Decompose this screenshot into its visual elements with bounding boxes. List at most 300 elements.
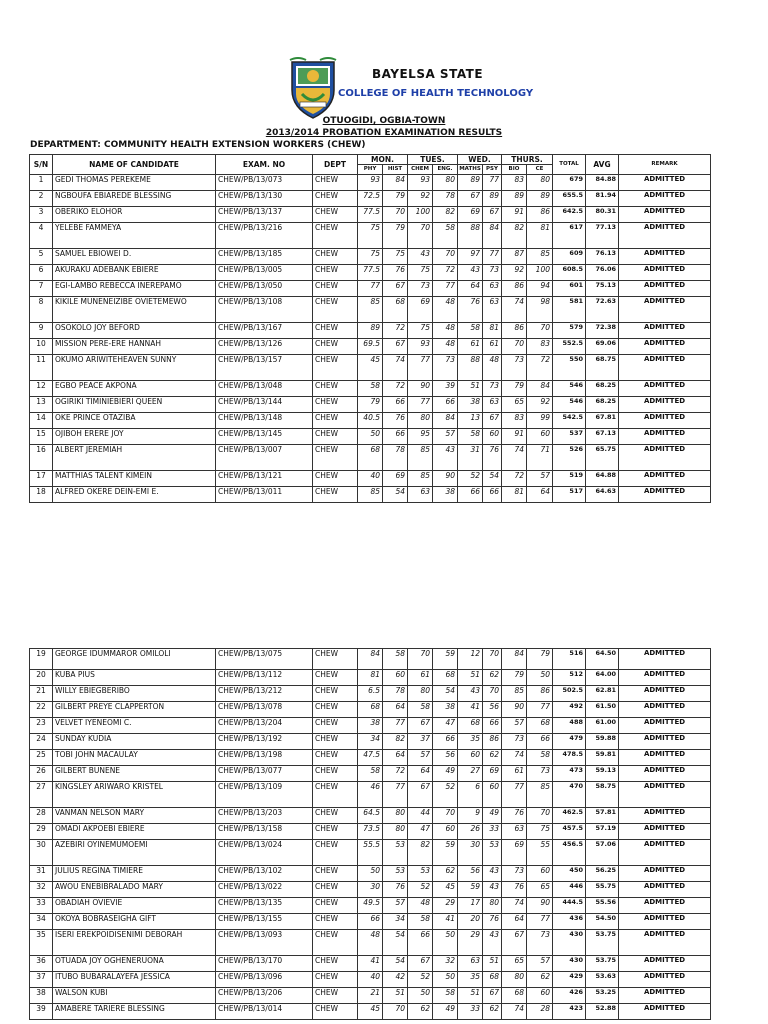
score-cell: 77.5 [358,207,383,223]
score-cell: 86 [502,281,527,297]
score-cell: 81 [527,223,553,249]
score-cell: 40 [358,972,383,988]
name-cell: OBERIKO ELOHOR [53,207,216,223]
score-cell: 30 [358,882,383,898]
score-cell: 58 [458,323,483,339]
exam-no-cell: CHEW/PB/13/203 [216,808,313,824]
score-cell: 74 [502,297,527,323]
score-cell: 43 [458,686,483,702]
sn-cell: 39 [30,1004,53,1020]
score-cell: 66 [383,397,408,413]
score-cell: 88 [458,355,483,381]
score-cell: 82 [383,734,408,750]
score-cell: 67 [383,339,408,355]
score-cell: 78 [383,445,408,471]
header-name: NAME OF CANDIDATE [53,155,216,175]
total-cell: 462.5 [553,808,586,824]
document-header [0,0,768,155]
remark-cell: ADMITTED [619,824,711,840]
remark-cell: ADMITTED [619,1004,711,1020]
dept-cell: CHEW [313,207,358,223]
score-cell: 51 [458,381,483,397]
exam-no-cell: CHEW/PB/13/198 [216,750,313,766]
score-cell: 43 [483,882,502,898]
score-cell: 43 [408,249,433,265]
remark-cell: ADMITTED [619,750,711,766]
sn-cell: 28 [30,808,53,824]
score-cell: 93 [358,175,383,191]
score-cell: 51 [458,988,483,1004]
avg-cell: 59.88 [586,734,619,750]
score-cell: 70 [527,808,553,824]
score-cell: 77 [502,782,527,808]
score-cell: 50 [358,866,383,882]
remark-cell: ADMITTED [619,866,711,882]
score-cell: 35 [458,972,483,988]
name-cell: JULIUS REGINA TIMIERE [53,866,216,882]
results-table-page2 [29,648,711,1020]
score-cell: 78 [433,191,458,207]
name-cell: NGBOUFA EBIAREDE BLESSING [53,191,216,207]
total-cell: 679 [553,175,586,191]
score-cell: 86 [502,323,527,339]
score-cell: 33 [483,824,502,840]
table-row [30,249,711,265]
score-cell: 40 [358,471,383,487]
avg-cell: 62.81 [586,686,619,702]
sn-cell: 33 [30,898,53,914]
total-cell: 473 [553,766,586,782]
score-cell: 17 [458,898,483,914]
score-cell: 81 [358,670,383,686]
score-cell: 64 [527,487,553,503]
score-cell: 73 [483,265,502,281]
exam-no-cell: CHEW/PB/13/126 [216,339,313,355]
score-cell: 75 [358,223,383,249]
total-cell: 479 [553,734,586,750]
header-day: THURS. [502,155,553,165]
sn-cell: 3 [30,207,53,223]
remark-cell: ADMITTED [619,397,711,413]
dept-cell: CHEW [313,355,358,381]
name-cell: AWOU ENEBIBRALADO MARY [53,882,216,898]
score-cell: 28 [527,1004,553,1020]
remark-cell: ADMITTED [619,782,711,808]
total-cell: 457.5 [553,824,586,840]
score-cell: 73 [483,381,502,397]
exam-no-cell: CHEW/PB/13/024 [216,840,313,866]
avg-cell: 64.00 [586,670,619,686]
sn-cell: 36 [30,956,53,972]
score-cell: 43 [483,930,502,956]
table-row [30,413,711,429]
score-cell: 56 [458,866,483,882]
score-cell: 72 [527,355,553,381]
score-cell: 63 [502,824,527,840]
table-row [30,281,711,297]
score-cell: 66 [383,429,408,445]
header-subject: PSY [483,165,502,175]
score-cell: 58 [408,702,433,718]
name-cell: OKE PRINCE OTAZIBA [53,413,216,429]
score-cell: 85 [408,445,433,471]
remark-cell: ADMITTED [619,297,711,323]
score-cell: 75 [527,824,553,840]
college-name: COLLEGE OF HEALTH TECHNOLOGY [338,88,534,99]
exam-no-cell: CHEW/PB/13/192 [216,734,313,750]
score-cell: 21 [358,988,383,1004]
score-cell: 39 [433,381,458,397]
score-cell: 48 [433,297,458,323]
dept-cell: CHEW [313,898,358,914]
dept-cell: CHEW [313,808,358,824]
remark-cell: ADMITTED [619,988,711,1004]
dept-cell: CHEW [313,750,358,766]
score-cell: 68 [527,718,553,734]
score-cell: 63 [483,397,502,413]
total-cell: 430 [553,956,586,972]
score-cell: 79 [527,649,553,670]
score-cell: 57 [383,898,408,914]
score-cell: 68 [458,718,483,734]
table-row [30,207,711,223]
avg-cell: 53.25 [586,988,619,1004]
dept-cell: CHEW [313,281,358,297]
score-cell: 70 [483,686,502,702]
header-exam-no: EXAM. NO [216,155,313,175]
score-cell: 67 [408,956,433,972]
score-cell: 77 [483,175,502,191]
sn-cell: 22 [30,702,53,718]
sn-cell: 18 [30,487,53,503]
exam-no-cell: CHEW/PB/13/206 [216,988,313,1004]
score-cell: 54 [433,686,458,702]
exam-no-cell: CHEW/PB/13/137 [216,207,313,223]
score-cell: 60 [483,782,502,808]
avg-cell: 55.75 [586,882,619,898]
score-cell: 51 [483,956,502,972]
total-cell: 516 [553,649,586,670]
score-cell: 48 [358,930,383,956]
name-cell: OSOKOLO JOY BEFORD [53,323,216,339]
score-cell: 75 [408,265,433,281]
avg-cell: 68.25 [586,397,619,413]
score-cell: 42 [383,972,408,988]
exam-no-cell: CHEW/PB/13/155 [216,914,313,930]
score-cell: 85 [358,297,383,323]
score-cell: 58 [433,988,458,1004]
score-cell: 54 [383,487,408,503]
score-cell: 80 [408,413,433,429]
name-cell: MATTHIAS TALENT KIMEIN [53,471,216,487]
avg-cell: 53.75 [586,956,619,972]
avg-cell: 53.63 [586,972,619,988]
score-cell: 89 [483,191,502,207]
exam-no-cell: CHEW/PB/13/167 [216,323,313,339]
name-cell: SAMUEL EBIOWEI D. [53,249,216,265]
dept-cell: CHEW [313,882,358,898]
score-cell: 85 [408,471,433,487]
score-cell: 60 [527,866,553,882]
remark-cell: ADMITTED [619,766,711,782]
table-row [30,808,711,824]
score-cell: 84 [527,381,553,397]
dept-cell: CHEW [313,840,358,866]
total-cell: 426 [553,988,586,1004]
avg-cell: 69.06 [586,339,619,355]
avg-cell: 64.50 [586,649,619,670]
score-cell: 67 [383,281,408,297]
score-cell: 13 [458,413,483,429]
table-row [30,670,711,686]
remark-cell: ADMITTED [619,718,711,734]
score-cell: 48 [408,898,433,914]
score-cell: 50 [527,670,553,686]
total-cell: 617 [553,223,586,249]
score-cell: 92 [527,397,553,413]
score-cell: 83 [502,413,527,429]
table-row [30,223,711,249]
total-cell: 450 [553,866,586,882]
dept-cell: CHEW [313,702,358,718]
score-cell: 51 [383,988,408,1004]
sn-cell: 7 [30,281,53,297]
score-cell: 82 [502,223,527,249]
table-row [30,471,711,487]
score-cell: 77 [527,702,553,718]
avg-cell: 57.81 [586,808,619,824]
score-cell: 76 [458,297,483,323]
score-cell: 64 [383,702,408,718]
score-cell: 83 [527,339,553,355]
table-row [30,930,711,956]
score-cell: 61 [483,339,502,355]
total-cell: 546 [553,381,586,397]
score-cell: 65 [502,956,527,972]
score-cell: 73.5 [358,824,383,840]
score-cell: 61 [458,339,483,355]
total-cell: 488 [553,718,586,734]
score-cell: 89 [527,191,553,207]
avg-cell: 56.25 [586,866,619,882]
table-row [30,734,711,750]
score-cell: 70 [383,207,408,223]
score-cell: 86 [527,686,553,702]
sn-cell: 32 [30,882,53,898]
avg-cell: 59.13 [586,766,619,782]
score-cell: 68 [358,702,383,718]
score-cell: 64 [502,914,527,930]
score-cell: 65 [502,397,527,413]
score-cell: 64 [458,281,483,297]
dept-cell: CHEW [313,782,358,808]
score-cell: 57 [502,718,527,734]
total-cell: 609 [553,249,586,265]
score-cell: 67 [408,782,433,808]
table-row [30,972,711,988]
total-cell: 446 [553,882,586,898]
exam-no-cell: CHEW/PB/13/185 [216,249,313,265]
header-subject: MATHS [458,165,483,175]
score-cell: 72 [383,766,408,782]
name-cell: KINGSLEY ARIWARO KRISTEL [53,782,216,808]
score-cell: 69.5 [358,339,383,355]
state-name: BAYELSA STATE [372,67,484,81]
remark-cell: ADMITTED [619,471,711,487]
score-cell: 77 [433,281,458,297]
total-cell: 542.5 [553,413,586,429]
score-cell: 90 [502,702,527,718]
avg-cell: 61.00 [586,718,619,734]
table-row [30,956,711,972]
name-cell: OKOYA BOBRASEIGHA GIFT [53,914,216,930]
table-row [30,175,711,191]
exam-no-cell: CHEW/PB/13/007 [216,445,313,471]
score-cell: 89 [502,191,527,207]
score-cell: 73 [502,866,527,882]
dept-cell: CHEW [313,381,358,397]
avg-cell: 65.75 [586,445,619,471]
table-row [30,191,711,207]
score-cell: 74 [502,750,527,766]
score-cell: 80 [502,972,527,988]
score-cell: 68 [502,988,527,1004]
score-cell: 62 [483,750,502,766]
table-row [30,339,711,355]
score-cell: 54 [483,471,502,487]
table-row [30,445,711,471]
remark-cell: ADMITTED [619,281,711,297]
table-row [30,824,711,840]
score-cell: 52 [408,972,433,988]
score-cell: 60 [383,670,408,686]
score-cell: 70 [433,249,458,265]
college-location: OTUOGIDI, OGBIA-TOWN [322,116,446,126]
score-cell: 87 [502,249,527,265]
score-cell: 62 [483,1004,502,1020]
score-cell: 78 [383,686,408,702]
exam-no-cell: CHEW/PB/13/158 [216,824,313,840]
avg-cell: 57.19 [586,824,619,840]
score-cell: 86 [483,734,502,750]
remark-cell: ADMITTED [619,649,711,670]
dept-cell: CHEW [313,471,358,487]
score-cell: 85 [358,487,383,503]
score-cell: 29 [458,930,483,956]
sn-cell: 8 [30,297,53,323]
dept-cell: CHEW [313,972,358,988]
exam-no-cell: CHEW/PB/13/144 [216,397,313,413]
remark-cell: ADMITTED [619,956,711,972]
name-cell: EGI-LAMBO REBECCA INEREPAMO [53,281,216,297]
sn-cell: 15 [30,429,53,445]
sn-cell: 4 [30,223,53,249]
score-cell: 94 [527,281,553,297]
score-cell: 12 [458,649,483,670]
table-row [30,323,711,339]
remark-cell: ADMITTED [619,930,711,956]
score-cell: 72 [502,471,527,487]
table-row [30,686,711,702]
score-cell: 66 [483,487,502,503]
score-cell: 45 [358,355,383,381]
score-cell: 49.5 [358,898,383,914]
table-row [30,265,711,281]
score-cell: 64.5 [358,808,383,824]
total-cell: 430 [553,930,586,956]
score-cell: 58 [358,766,383,782]
avg-cell: 76.06 [586,265,619,281]
header-subject: PHY [358,165,383,175]
sn-cell: 29 [30,824,53,840]
score-cell: 72 [383,323,408,339]
remark-cell: ADMITTED [619,445,711,471]
dept-cell: CHEW [313,718,358,734]
header-day: WED. [458,155,502,165]
sn-cell: 25 [30,750,53,766]
name-cell: YELEBE FAMMEYA [53,223,216,249]
sn-cell: 1 [30,175,53,191]
total-cell: 642.5 [553,207,586,223]
score-cell: 68 [433,670,458,686]
table-row [30,397,711,413]
score-cell: 54 [383,956,408,972]
avg-cell: 61.50 [586,702,619,718]
table-row [30,782,711,808]
score-cell: 68 [383,297,408,323]
dept-cell: CHEW [313,956,358,972]
table-row [30,988,711,1004]
score-cell: 70 [502,339,527,355]
total-cell: 579 [553,323,586,339]
score-cell: 40.5 [358,413,383,429]
exam-title: 2013/2014 PROBATION EXAMINATION RESULTS [265,128,503,138]
exam-no-cell: CHEW/PB/13/109 [216,782,313,808]
score-cell: 66 [433,397,458,413]
remark-cell: ADMITTED [619,808,711,824]
score-cell: 6 [458,782,483,808]
score-cell: 57 [527,956,553,972]
score-cell: 63 [483,281,502,297]
exam-no-cell: CHEW/PB/13/078 [216,702,313,718]
score-cell: 58 [527,750,553,766]
score-cell: 73 [527,766,553,782]
avg-cell: 68.25 [586,381,619,397]
score-cell: 77.5 [358,265,383,281]
score-cell: 32 [433,956,458,972]
sn-cell: 19 [30,649,53,670]
exam-no-cell: CHEW/PB/13/093 [216,930,313,956]
exam-no-cell: CHEW/PB/13/022 [216,882,313,898]
sn-cell: 37 [30,972,53,988]
sn-cell: 27 [30,782,53,808]
remark-cell: ADMITTED [619,702,711,718]
score-cell: 68 [483,972,502,988]
score-cell: 66 [527,734,553,750]
name-cell: GEDI THOMAS PEREKEME [53,175,216,191]
total-cell: 526 [553,445,586,471]
score-cell: 67 [458,191,483,207]
score-cell: 60 [527,988,553,1004]
score-cell: 49 [433,766,458,782]
total-cell: 550 [553,355,586,381]
sn-cell: 38 [30,988,53,1004]
total-cell: 436 [553,914,586,930]
score-cell: 52 [433,782,458,808]
score-cell: 48 [433,323,458,339]
header-subject: BIO [502,165,527,175]
score-cell: 93 [408,175,433,191]
